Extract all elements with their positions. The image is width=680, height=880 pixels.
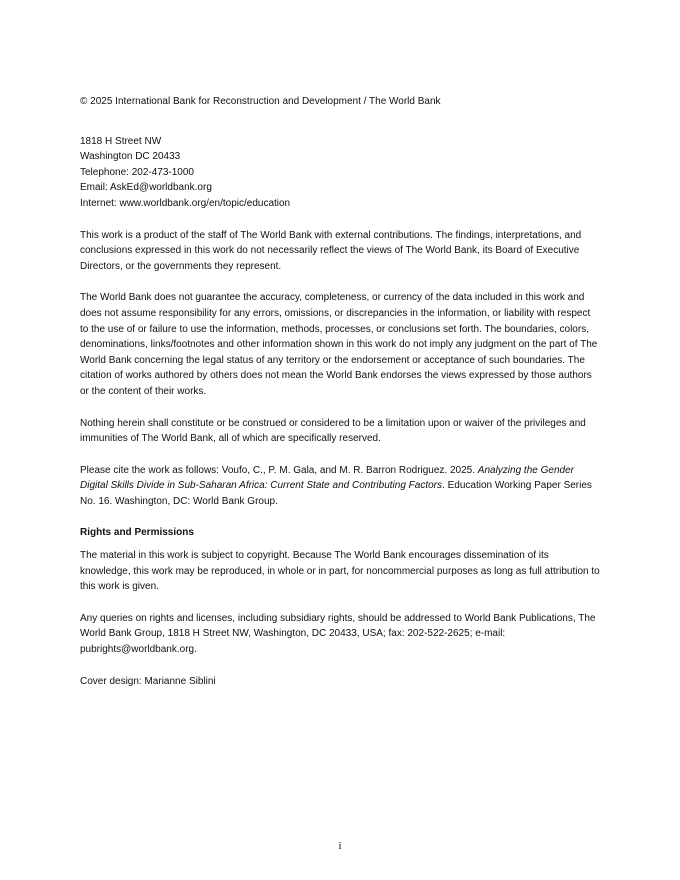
- rights-paragraph: The material in this work is subject to copyright. Because The World Bank encourages dissemination of its knowledge, this work may be reproduced, in whole or in part, for noncommercial purposes as long as full attribution to this work is given.: [80, 550, 600, 593]
- address-block: [80, 134, 600, 212]
- address-telephone: Telephone: 202-473-1000: [80, 166, 194, 178]
- address-email: Email: AskEd@worldbank.org: [80, 182, 212, 194]
- citation-title: Analyzing the Gender Digital Skills Divide in Sub-Saharan Africa: Current State and Contributing Factors: [80, 464, 574, 492]
- citation-suffix: . Education Working Paper Series No. 16. Washington, DC: World Bank Group.: [80, 480, 592, 507]
- disclaimer-staff-paragraph: This work is a product of the staff of The World Bank with external contributions. The findings, interpretations, and conclusions expressed in this work do not necessarily reflect the views of The World Bank, its Board of Executive Directors, or the governments they represent.: [80, 229, 582, 272]
- disclaimer-accuracy-paragraph: The World Bank does not guarantee the accuracy, completeness, or currency of the data included in this work and does not assume responsibility for any errors, omissions, or discrepancies in the information, or liability with respect to the use of or failure to use the information, methods, processes, or conclusions set forth. The boundaries, colors, denominations, links/footnotes and other information shown in this work do not imply any judgment on the part of The World Bank concerning the legal status of any territory or the endorsement or acceptance of such boundaries. The citation of works authored by others does not mean the World Bank endorses the views expressed by those authors or the content of their works.: [80, 292, 598, 397]
- address-internet: Internet: www.worldbank.org/en/topic/education: [80, 197, 291, 209]
- queries-paragraph: Any queries on rights and licenses, including subsidiary rights, should be addressed to World Bank Publications, The World Bank Group, 1818 H Street NW, Washington, DC 20433, USA; fax: 202-522-2625; e-mail: pubrights@worldbank.org.: [80, 612, 596, 656]
- address-street: 1818 H Street NW: [80, 135, 162, 147]
- citation-prefix: Please cite the work as follows: Voufo, C., P. M. Gala, and M. R. Barron Rodriguez. 2025.: [80, 464, 478, 476]
- address-city: Washington DC 20433: [80, 151, 181, 163]
- privileges-paragraph: Nothing herein shall constitute or be construed or considered to be a limitation upon or waiver of the privileges and immunities of The World Bank, all of which are specifically reserved.: [80, 417, 586, 445]
- page-number: i: [338, 840, 342, 852]
- rights-heading: Rights and Permissions: [80, 527, 194, 539]
- citation-paragraph: [80, 463, 600, 510]
- copyright-notice: © 2025 International Bank for Reconstruction and Development / The World Bank: [80, 96, 441, 107]
- copyright-page: [80, 94, 600, 689]
- cover-design-credit: Cover design: Marianne Siblini: [80, 675, 216, 687]
